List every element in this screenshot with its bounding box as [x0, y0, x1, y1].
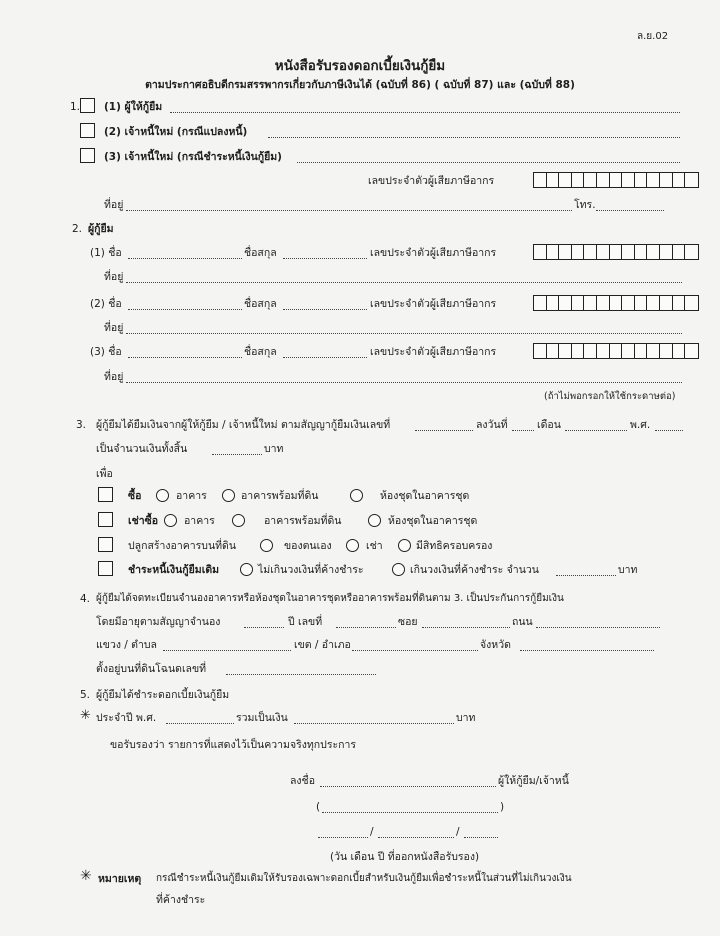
borrower2-name-label: (2) ชื่อ [90, 298, 122, 310]
hire-building-land-label: อาคารพร้อมที่ดิน [264, 515, 342, 527]
section4-number: 4. [80, 593, 91, 605]
section2-number: 2. [72, 223, 83, 235]
buy-building-radio[interactable] [156, 489, 169, 502]
interest-total-baht: บาท [456, 712, 476, 724]
mortgage-number-label: ปี เลขที่ [288, 616, 323, 628]
form-subtitle: ตามประกาศอธิบดีกรมสรรพากรเกี่ยวกับภาษีเงินได้ (ฉบับที่ 86) ( ฉบับที่ 87) และ (ฉบับที่ 88) [145, 79, 575, 91]
construct-possession-label: มีสิทธิครอบครอง [416, 540, 493, 552]
form-title: หนังสือรับรองดอกเบี้ยเงินกู้ยืม [274, 58, 446, 74]
refinance-over-limit-label: เกินวงเงินที่ค้างชำระ จำนวน [410, 564, 539, 576]
remark-text-line2: ที่ค้างชำระ [156, 894, 206, 906]
section5-number: 5. [80, 689, 91, 701]
construct-rented-land-radio[interactable] [346, 539, 359, 552]
borrower1-address-line[interactable] [126, 282, 682, 283]
remark-star-icon: ✳ [80, 868, 92, 884]
purpose-refinance-label: ชำระหนี้เงินกู้ยืมเดิม [128, 564, 220, 576]
interest-total-label: รวมเป็นเงิน [236, 712, 288, 724]
lender-address-label: ที่อยู่ [104, 199, 124, 211]
new-creditor-conversion-checkbox[interactable] [80, 123, 95, 138]
borrower2-address-line[interactable] [126, 333, 682, 334]
loan-amount-line[interactable] [212, 454, 262, 455]
province-line[interactable] [520, 650, 654, 651]
section3-number: 3. [76, 419, 87, 431]
contract-day-line[interactable] [512, 430, 534, 431]
buy-condo-label: ห้องชุดในอาคารชุด [380, 490, 470, 502]
new-creditor-repayment-line[interactable] [297, 162, 680, 163]
borrower3-address-label: ที่อยู่ [104, 371, 124, 383]
buy-building-label: อาคาร [176, 490, 207, 502]
buy-condo-radio[interactable] [350, 489, 363, 502]
refinance-within-limit-label: ไม่เกินวงเงินที่ค้างชำระ [258, 564, 364, 576]
borrower3-name-line[interactable] [128, 357, 242, 358]
lender-checkbox[interactable] [80, 98, 95, 113]
purpose-construct-label: ปลูกสร้างอาคารบนที่ดิน [128, 540, 237, 552]
borrower2-surname-line[interactable] [283, 309, 367, 310]
refinance-excess-amount-line[interactable] [556, 575, 616, 576]
interest-total-line[interactable] [294, 723, 454, 724]
issue-month-line[interactable] [378, 837, 454, 838]
province-label: จังหวัด [480, 639, 511, 651]
hire-building-label: อาคาร [184, 515, 215, 527]
purpose-buy-checkbox[interactable] [98, 487, 113, 502]
road-line[interactable] [536, 627, 660, 628]
section5-header: ผู้กู้ยืมได้ชำระดอกเบี้ยเงินกู้ยืม [96, 689, 230, 701]
new-creditor-conversion-label: (2) เจ้าหนี้ใหม่ (กรณีแปลงหนี้) [104, 126, 248, 138]
form-code: ล.ย.02 [637, 31, 669, 42]
interest-year-label: ประจำปี พ.ศ. [96, 712, 157, 724]
interest-year-line[interactable] [166, 723, 234, 724]
borrower3-surname-label: ชื่อสกุล [244, 346, 277, 358]
section1-number: 1. [70, 101, 81, 113]
construct-possession-radio[interactable] [398, 539, 411, 552]
lender-option-label: (1) ผู้ให้กู้ยืม [104, 101, 163, 113]
subdistrict-line[interactable] [163, 650, 291, 651]
title-deed-label: ตั้งอยู่บนที่ดินโฉนดเลขที่ [96, 663, 207, 675]
lender-phone-line[interactable] [596, 210, 664, 211]
purpose-hire-purchase-label: เช่าซื้อ [128, 515, 159, 527]
borrower2-address-label: ที่อยู่ [104, 322, 124, 334]
borrower3-surname-line[interactable] [283, 357, 367, 358]
issue-year-line[interactable] [464, 837, 498, 838]
borrower3-tax-id-boxes[interactable] [533, 343, 699, 359]
contract-year-line[interactable] [655, 430, 683, 431]
hire-condo-radio[interactable] [368, 514, 381, 527]
lender-phone-label: โทร. [574, 199, 596, 211]
district-label: เขต / อำเภอ [294, 639, 351, 651]
new-creditor-repayment-label: (3) เจ้าหนี้ใหม่ (กรณีชำระหนี้เงินกู้ยืม) [104, 151, 282, 163]
mortgage-text: ผู้กู้ยืมได้จดทะเบียนจำนองอาคารหรือห้องชุดในอาคารชุดหรืออาคารพร้อมที่ดินตาม 3. เป็นประกันการกู้ยืมเงิน [96, 593, 564, 604]
mortgage-number-line[interactable] [336, 627, 396, 628]
loan-amount-label: เป็นจำนวนเงินทั้งสิ้น [96, 443, 188, 455]
lender-tax-id-label: เลขประจำตัวผู้เสียภาษีอากร [368, 175, 495, 187]
contract-number-line[interactable] [415, 430, 473, 431]
purpose-refinance-checkbox[interactable] [98, 561, 113, 576]
extra-paper-note: (ถ้าไม่พอกรอกให้ใช้กระดาษต่อ) [544, 391, 676, 402]
borrower1-address-label: ที่อยู่ [104, 271, 124, 283]
star-icon: ✳ [80, 708, 91, 723]
purpose-construct-checkbox[interactable] [98, 537, 113, 552]
borrower1-name-line[interactable] [128, 258, 242, 259]
construct-own-land-radio[interactable] [260, 539, 273, 552]
new-creditor-conversion-line[interactable] [268, 137, 680, 138]
buy-building-land-radio[interactable] [222, 489, 235, 502]
remark-label: หมายเหตุ [98, 873, 142, 885]
borrower1-surname-label: ชื่อสกุล [244, 247, 277, 259]
refinance-excess-baht: บาท [618, 564, 638, 576]
soi-line[interactable] [422, 627, 510, 628]
new-creditor-repayment-checkbox[interactable] [80, 148, 95, 163]
signer-role: ผู้ให้กู้ยืม/เจ้าหนี้ [498, 775, 569, 787]
buy-building-land-label: อาคารพร้อมที่ดิน [241, 490, 319, 502]
lender-tax-id-boxes[interactable] [533, 172, 699, 188]
signature-label: ลงชื่อ [290, 775, 315, 787]
lender-name-line[interactable] [170, 112, 680, 113]
borrower3-tax-id-label: เลขประจำตัวผู้เสียภาษีอากร [370, 346, 497, 358]
remark-text-line1: กรณีชำระหนี้เงินกู้ยืมเดิมให้รับรองเฉพาะดอกเบี้ยสำหรับเงินกู้ยืมเพื่อชำระหนี้ในส่วนที่ไม่เกินวงเงิน [156, 873, 572, 884]
issue-date-sep1: / [370, 826, 374, 838]
soi-label: ซอย [398, 616, 418, 628]
signature-line[interactable] [320, 786, 496, 787]
borrower3-name-label: (3) ชื่อ [90, 346, 122, 358]
issue-date-caption: (วัน เดือน ปี ที่ออกหนังสือรับรอง) [330, 851, 480, 863]
borrower1-tax-id-boxes[interactable] [533, 244, 699, 260]
hire-building-radio[interactable] [164, 514, 177, 527]
mortgage-term-label: โดยมีอายุตามสัญญาจำนอง [96, 616, 221, 628]
purpose-label: เพื่อ [96, 468, 113, 480]
borrower1-name-label: (1) ชื่อ [90, 247, 122, 259]
loan-contract-text: ผู้กู้ยืมได้ยืมเงินจากผู้ให้กู้ยืม / เจ้าหนี้ใหม่ ตามสัญญากู้ยืมเงินเลขที่ [96, 419, 391, 431]
borrower1-surname-line[interactable] [283, 258, 367, 259]
borrower2-surname-label: ชื่อสกุล [244, 298, 277, 310]
construct-own-land-label: ของตนเอง [284, 540, 332, 552]
borrower2-tax-id-boxes[interactable] [533, 295, 699, 311]
refinance-within-limit-radio[interactable] [240, 563, 253, 576]
hire-condo-label: ห้องชุดในอาคารชุด [388, 515, 478, 527]
signer-name-close: ) [500, 801, 505, 813]
refinance-over-limit-radio[interactable] [392, 563, 405, 576]
borrower2-name-line[interactable] [128, 309, 242, 310]
signer-name-line[interactable] [322, 812, 498, 813]
loan-amount-baht: บาท [264, 443, 284, 455]
subdistrict-label: แขวง / ตำบล [96, 639, 157, 651]
title-deed-line[interactable] [226, 674, 376, 675]
contract-date-label: ลงวันที่ [476, 419, 508, 431]
issue-day-line[interactable] [318, 837, 368, 838]
purpose-hire-purchase-checkbox[interactable] [98, 512, 113, 527]
issue-date-sep2: / [456, 826, 460, 838]
borrower3-address-line[interactable] [126, 382, 682, 383]
district-line[interactable] [352, 650, 478, 651]
lender-address-line[interactable] [126, 210, 572, 211]
section2-header: ผู้กู้ยืม [88, 223, 114, 235]
hire-building-land-radio[interactable] [232, 514, 245, 527]
contract-month-line[interactable] [565, 430, 627, 431]
contract-month-label: เดือน [537, 419, 561, 431]
mortgage-term-line[interactable] [244, 627, 284, 628]
certification-text: ขอรับรองว่า รายการที่แสดงไว้เป็นความจริงทุกประการ [110, 739, 356, 751]
signer-name-open: ( [316, 801, 321, 813]
purpose-buy-label: ซื้อ [128, 490, 142, 502]
road-label: ถนน [512, 616, 533, 628]
contract-year-label: พ.ศ. [630, 419, 651, 431]
borrower1-tax-id-label: เลขประจำตัวผู้เสียภาษีอากร [370, 247, 497, 259]
construct-rented-land-label: เช่า [366, 540, 383, 552]
borrower2-tax-id-label: เลขประจำตัวผู้เสียภาษีอากร [370, 298, 497, 310]
